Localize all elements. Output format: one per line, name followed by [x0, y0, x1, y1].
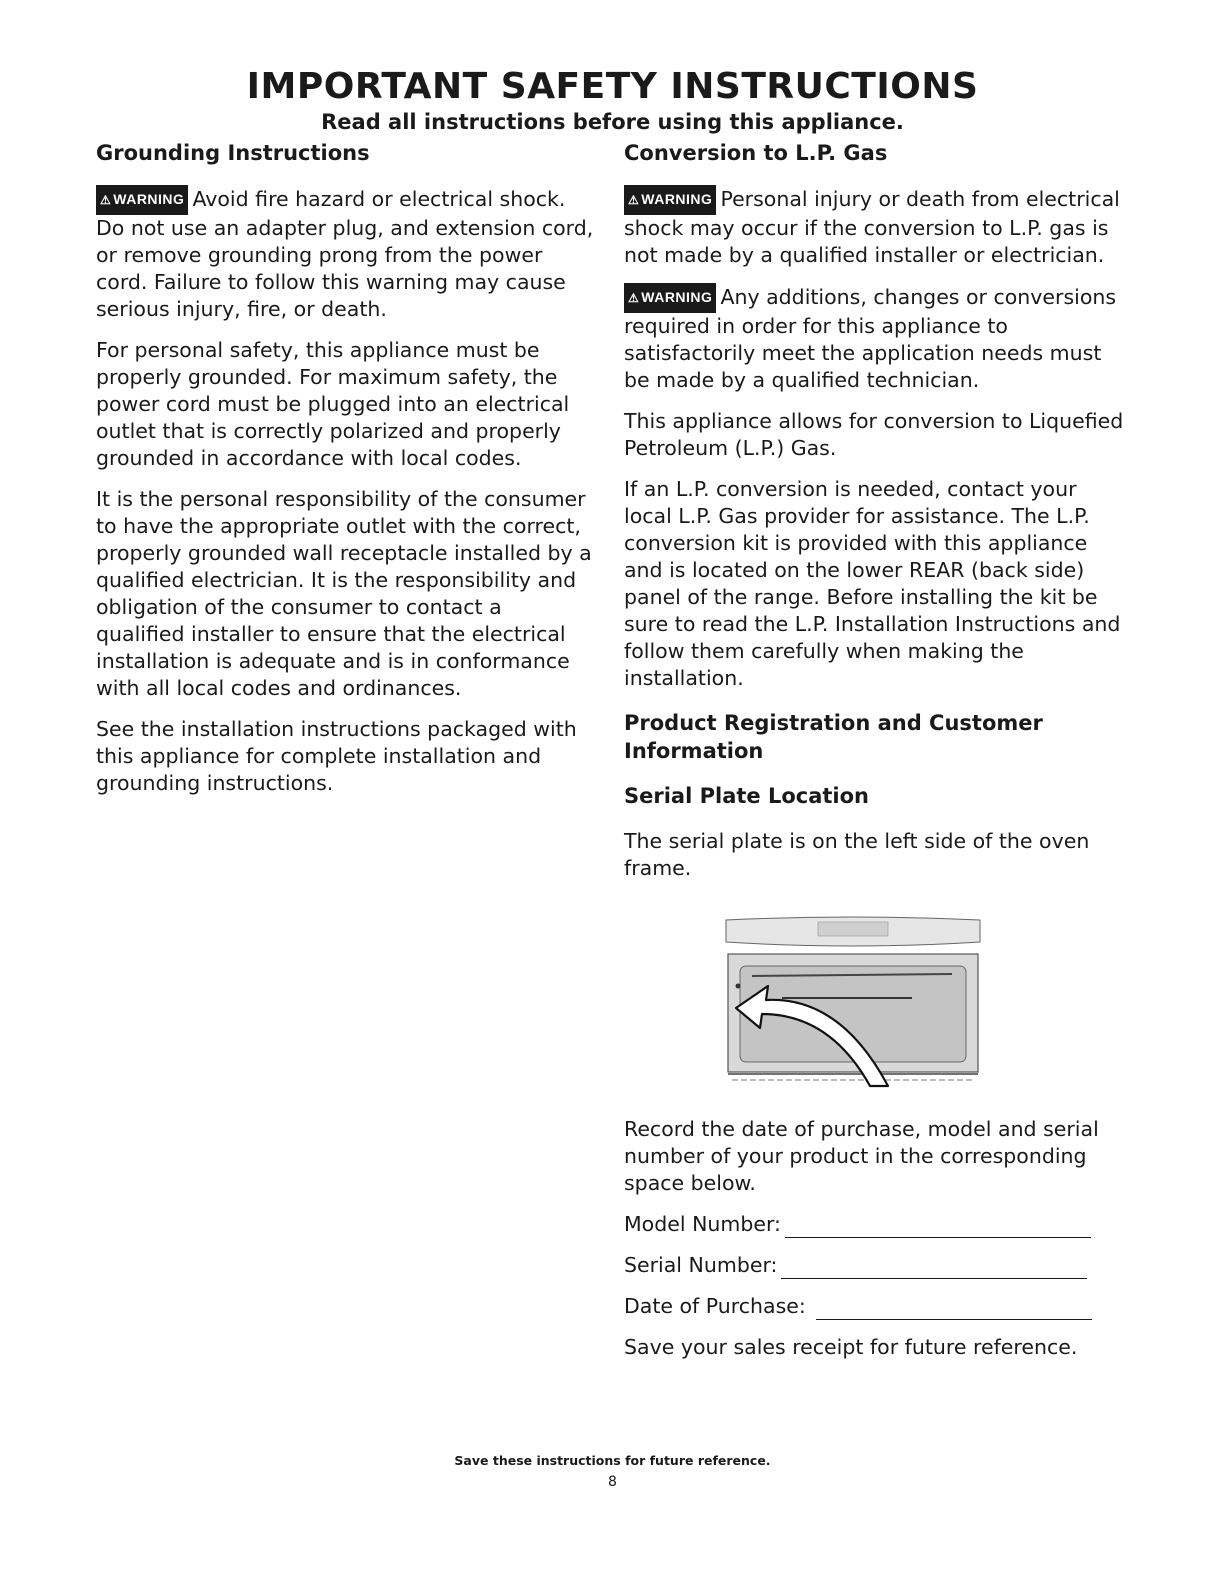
serial-plate-paragraph: The serial plate is on the left side of the oven frame. — [624, 829, 1090, 881]
serial-number-label: Serial Number: — [624, 1253, 778, 1278]
record-paragraph: Record the date of purchase, model and serial number of your product in the corresponding space below. — [624, 1117, 1099, 1196]
warning-triangle-icon: ⚠ — [100, 193, 112, 208]
right-column — [624, 140, 1124, 1375]
grounding-heading: Grounding Instructions — [96, 141, 370, 165]
grounding-warning: ⚠ WARNING Avoid fire hazard or electrical shock. Do not use an adapter plug, and extension cord, or remove grounding prong from the power cord. Failure to follow this warning may cause serious injury, fire, or death. — [96, 187, 594, 322]
serial-number-row — [624, 1252, 1124, 1279]
warning-triangle-icon: ⚠ — [628, 193, 640, 208]
date-of-purchase-row — [624, 1293, 1124, 1320]
grounding-paragraph-3: See the installation instructions packaged with this appliance for complete installation and grounding instructions. — [96, 717, 577, 796]
conversion-paragraph-2: If an L.P. conversion is needed, contact your local L.P. Gas provider for assistance. The L.P. conversion kit is provided with this appliance and is located on the lower REAR (back side) panel of the range. Before installing the kit be sure to read the L.P. Installation Instructions and follow them carefully when making the installation. — [624, 477, 1121, 691]
page-title: IMPORTANT SAFETY INSTRUCTIONS — [246, 66, 979, 107]
left-column — [96, 140, 596, 811]
page-number: 8 — [608, 1474, 617, 1490]
conversion-warning-1: ⚠ WARNING Personal injury or death from electrical shock may occur if the conversion to L.P. gas is not made by a qualified installer or electrician. — [624, 187, 1120, 268]
registration-heading: Product Registration and Customer Information — [624, 711, 1043, 763]
warning-badge: ⚠ WARNING — [624, 283, 716, 313]
conversion-warning-2: ⚠ WARNING Any additions, changes or conversions required in order for this appliance to satisfactorily meet the application needs must be made by a qualified technician. — [624, 285, 1117, 393]
model-number-field[interactable] — [785, 1215, 1091, 1238]
oven-serial-plate-illustration — [722, 914, 984, 1090]
date-of-purchase-field[interactable] — [816, 1297, 1092, 1320]
footer-note: Save these instructions for future reference. — [454, 1453, 771, 1468]
conversion-heading: Conversion to L.P. Gas — [624, 141, 888, 165]
serial-plate-heading: Serial Plate Location — [624, 783, 869, 808]
model-number-row — [624, 1211, 1124, 1238]
model-number-label: Model Number: — [624, 1212, 781, 1237]
serial-number-field[interactable] — [781, 1256, 1087, 1279]
date-of-purchase-label: Date of Purchase: — [624, 1294, 806, 1319]
conversion-paragraph-1: This appliance allows for conversion to Liquefied Petroleum (L.P.) Gas. — [624, 409, 1124, 461]
grounding-paragraph-1: For personal safety, this appliance must be properly grounded. For maximum safety, the power cord must be plugged into an electrical outlet that is correctly polarized and properly grounded in accordance with local codes. — [96, 338, 570, 471]
save-receipt-paragraph: Save your sales receipt for future reference. — [624, 1335, 1078, 1360]
grounding-paragraph-2: It is the personal responsibility of the consumer to have the appropriate outlet with the correct, properly grounded wall receptacle installed by a qualified electrician. It is the responsibility and obligation of the consumer to contact a qualified installer to ensure that the electrical installation is adequate and is in conformance with all local codes and ordinances. — [96, 487, 592, 701]
warning-triangle-icon: ⚠ — [628, 291, 640, 306]
page-subtitle: Read all instructions before using this appliance. — [321, 110, 904, 134]
warning-badge: ⚠ WARNING — [96, 185, 188, 215]
warning-badge: ⚠ WARNING — [624, 185, 716, 215]
